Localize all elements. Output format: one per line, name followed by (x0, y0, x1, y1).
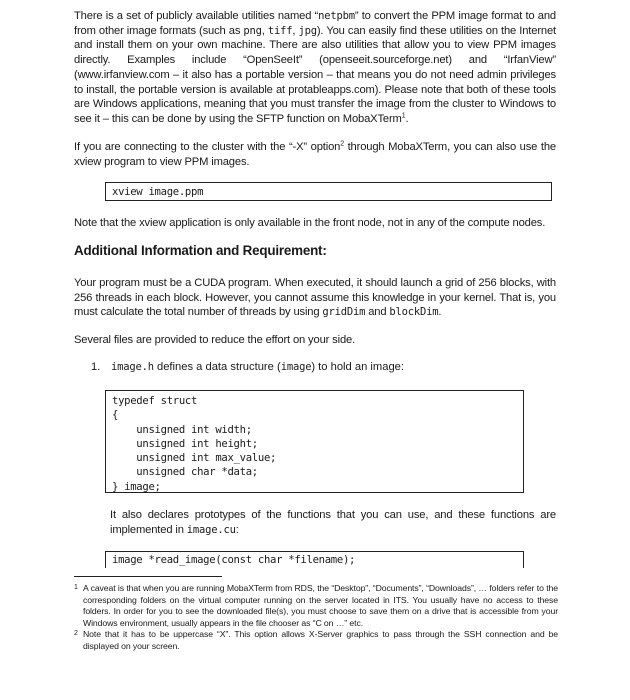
inline-code: netpbm (318, 10, 355, 22)
paragraph-files-provided: Several files are provided to reduce the effort on your side. (74, 334, 356, 346)
footnote-text: A caveat is that when you are running MobaXTerm from RDS, the “Desktop”, “Documents”, “Downloads”, … folders refer to the corresponding folders on the virtual computer running on the server located in ITS. You usually have no access to these folders. In order for you to see the downloaded file(s), you must choose to save them on a drive that is accessible from your Windows environment, usually appears in the file chooser as “C on …” etc. (83, 583, 558, 628)
paragraph-netpbm: There is a set of publicly available utilities named “netpbm” to convert the PPM image format to and from other image formats (such as png, tiff, jpg). You can easily find these utilities on the Internet and install them on your own machine. There are also utilities that allow you to view PPM images directly. Examples include “OpenSeeIt” (openseeit.sourceforge.net) and “IrfanView” (www.irfanview.com – it also has a portable version – that means you do not need admin privileges to install, the portable version is available at protableapps.com). Please note that both of these tools are Windows applications, meaning that you must transfer the image from the cluster to Windows to see it – this can be done by using the SFTP function on MobaXTerm$^1$. (74, 10, 556, 125)
footnote-mark: 2 (74, 630, 78, 637)
list-number: 1. (91, 361, 101, 373)
footnote-mark: 1 (74, 584, 78, 591)
section-heading: Additional Information and Requirement: (74, 243, 327, 258)
paragraph-cuda-requirement: Your program must be a CUDA program. When executed, it should launch a grid of 256 blocks, with 256 threads in each block. However, you cannot assume this knowledge in your kernel. That is, you must calculate the total number of threads by using gridDim and blockDim. (74, 277, 556, 319)
paragraph-xview: If you are connecting to the cluster with the “-X” option$^2$ through MobaXTerm, you can also use the xview program to view PPM images. (74, 140, 556, 168)
command-code-box: xview image.ppm (105, 182, 552, 201)
footnote-1 (74, 583, 558, 629)
struct-code-box: typedef struct { unsigned int width; unsigned int height; unsigned int max_value; unsigned char *data; } image; (105, 390, 524, 493)
prototype-code-box: image *read_image(const char *filename); (105, 551, 524, 568)
inline-code: jpg (298, 24, 317, 37)
paragraph-xview-note: Note that the xview application is only available in the front node, not in any of the compute nodes. (74, 217, 546, 229)
paragraph-prototypes: It also declares prototypes of the functions that you can use, and these functions are implemented in image.cu: (110, 509, 556, 536)
inline-code: tiff (267, 24, 293, 37)
inline-code: png (243, 24, 262, 37)
footnote-ref: 2 (340, 140, 344, 148)
inline-code: image.h (111, 361, 154, 373)
footnote-text: Note that it has to be uppercase “X”. This option allows X-Server graphics to pass through the SSH connection and be displayed on your screen. (83, 629, 558, 651)
inline-code: gridDim (322, 306, 366, 319)
list-item-1: 1. image.h defines a data structure (image) to hold an image: (91, 361, 404, 373)
footnote-ref: 1 (401, 112, 406, 120)
inline-code: blockDim (389, 306, 439, 319)
footnote-divider (74, 576, 222, 577)
inline-code: image (280, 361, 312, 373)
footnote-2 (74, 629, 558, 652)
inline-code: image.cu (186, 523, 236, 536)
